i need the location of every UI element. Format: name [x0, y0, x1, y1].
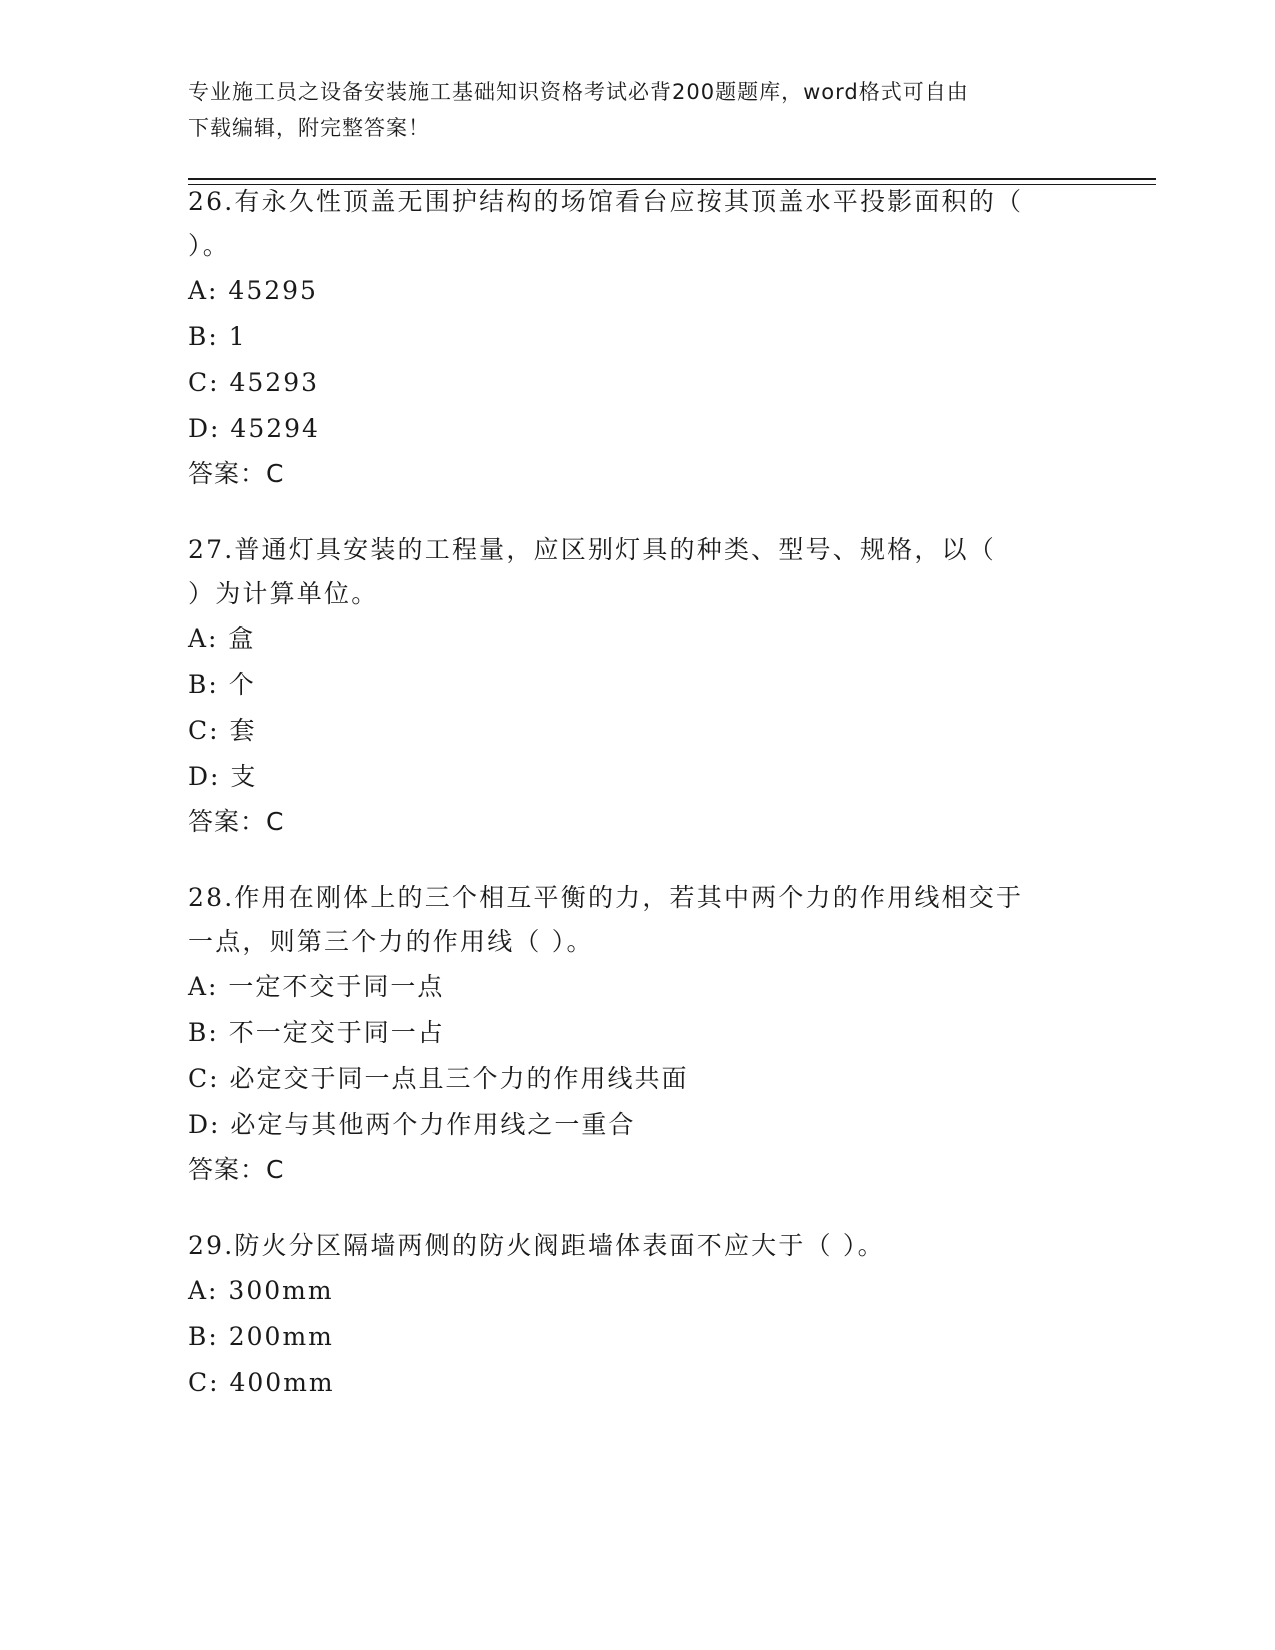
option-c: C: 套	[188, 716, 257, 745]
question-text-line-1: 26.有永久性顶盖无围护结构的场馆看台应按其顶盖水平投影面积的（	[188, 187, 1024, 216]
option-d: D: 45294	[188, 414, 320, 443]
question-text-line-1: 28.作用在刚体上的三个相互平衡的力，若其中两个力的作用线相交于	[188, 883, 1024, 912]
question-26	[188, 180, 1088, 496]
question-text-line-2: 一点，则第三个力的作用线（ ）。	[188, 927, 594, 956]
option-b: B: 不一定交于同一占	[188, 1018, 445, 1047]
option-d: D: 支	[188, 762, 258, 791]
question-text-line-2: ）为计算单位。	[188, 579, 379, 608]
option-b: B: 1	[188, 322, 247, 351]
question-text-line-1: 29.防火分区隔墙两侧的防火阀距墙体表面不应大于（ ）。	[188, 1231, 885, 1260]
question-text-line-1: 27.普通灯具安装的工程量，应区别灯具的种类、型号、规格，以（	[188, 535, 996, 564]
option-c: C: 45293	[188, 368, 320, 397]
option-b: B: 200mm	[188, 1322, 334, 1351]
option-a: A: 一定不交于同一点	[188, 972, 445, 1001]
question-28	[188, 876, 1088, 1192]
document-header	[188, 74, 1068, 146]
header-line-2: 下载编辑，附完整答案！	[188, 116, 430, 140]
option-a: A: 盒	[188, 624, 256, 653]
question-text-line-2: ）。	[188, 231, 230, 260]
answer: 答案：C	[188, 1155, 285, 1184]
option-c: C: 400mm	[188, 1368, 335, 1397]
option-a: A: 45295	[188, 276, 318, 305]
option-b: B: 个	[188, 670, 256, 699]
option-d: D: 必定与其他两个力作用线之一重合	[188, 1110, 636, 1139]
answer: 答案：C	[188, 459, 285, 488]
header-line-1: 专业施工员之设备安装施工基础知识资格考试必背200题题库，word格式可自由	[188, 80, 969, 104]
question-29	[188, 1224, 1088, 1406]
question-27	[188, 528, 1088, 844]
option-c: C: 必定交于同一点且三个力的作用线共面	[188, 1064, 689, 1093]
answer: 答案：C	[188, 807, 285, 836]
option-a: A: 300mm	[188, 1276, 334, 1305]
